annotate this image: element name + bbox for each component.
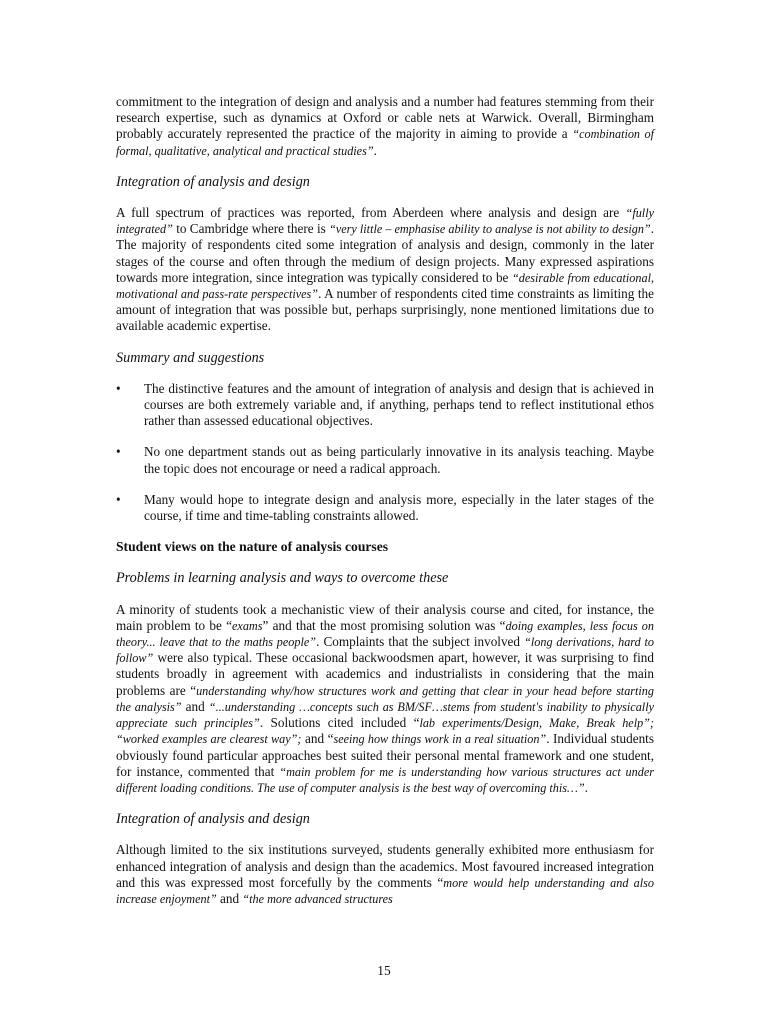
bullet-icon: • (116, 380, 121, 396)
text-run: to Cambridge where there is (172, 221, 330, 237)
document-body (116, 94, 654, 907)
bullet-icon: • (116, 491, 121, 507)
quote: “long derivations, hard to follow” (116, 635, 654, 666)
quote: more would help understanding and also increase enjoyment” (116, 875, 654, 906)
quote: exams (232, 618, 263, 633)
text-run: . Solutions cited included “ (259, 715, 420, 731)
list-item-text: No one department stands out as being particularly innovative in its analysis teaching. Maybe the topic does not encourage or need a radical approach. (144, 444, 654, 476)
text-run: . A number of respondents cited time constraints as limiting the amount of integration that was possible but, perhaps surprisingly, none mentioned limitations due to available academic expertise. (116, 286, 654, 334)
paragraph-spectrum (116, 205, 654, 335)
quote: seeing how things work in a real situation” (333, 732, 547, 747)
heading-integration-students: Integration of analysis and design (116, 811, 310, 828)
list-item (116, 492, 654, 524)
text-run: A full spectrum of practices was reported, from Aberdeen where analysis and design are (116, 205, 626, 221)
text-run: and (216, 890, 243, 906)
text-run: A minority of students took a mechanistic view of their analysis course and cited, for instance, the main problem to be “ (116, 601, 654, 633)
heading-student-views: Student views on the nature of analysis courses (116, 539, 389, 555)
quote: doing examples, less focus on theory... leave that to the maths people” (116, 618, 654, 650)
quote: “desirable from educational, motivational and pass-rate perspectives” (116, 270, 654, 302)
list-item-text: Many would hope to integrate design and analysis more, especially in the later stages of the course, if time and time-tabling constraints allowed. (144, 491, 654, 524)
quote: understanding why/how structures work and getting that clear in your head before starting the analysis” (116, 683, 654, 714)
quote: “the more advanced structures (242, 891, 393, 906)
quote: “very little – emphasise ability to analyse is not ability to design” (329, 222, 651, 237)
quote: “...understanding …concepts such as BM/SF…stems from student's inability to physically appreciate such principles” (116, 699, 654, 731)
summary-list (116, 381, 654, 524)
page-number: 15 (377, 963, 391, 978)
text-run: . Complaints that the subject involved (316, 634, 525, 650)
quote: “fully integrated” (116, 206, 654, 237)
text-run: . Individual students obviously found particular approaches best suited their personal mental framework and one student, for instance, commented that (116, 731, 654, 779)
bullet-icon: • (116, 444, 121, 460)
paragraph-intro (116, 94, 654, 159)
quote: “main problem for me is understanding how various structures act under different loading conditions. The use of computer analysis is the best way of overcoming this…” (116, 764, 654, 795)
text-run: . (373, 142, 377, 158)
text-run: Although limited to the six institutions surveyed, students generally exhibited more enthusiasm for enhanced integration of analysis and design than the academics. Most favoured increased integration and this was expressed most forcefully by the comments “ (116, 842, 654, 890)
heading-integration-academics: Integration of analysis and design (116, 173, 310, 190)
paragraph-students (116, 602, 654, 796)
text-run: . (584, 779, 588, 795)
text-run: were also typical. These occasional backwoodsmen apart, however, it was surprising to find students broadly in agreement with academics and industrialists in considering that the main problems are “ (116, 650, 654, 698)
quote: worked examples are clearest way”; (122, 732, 302, 747)
paragraph-integration-students (116, 842, 654, 907)
quote: lab experiments/Design, Make, Break help”; “ (116, 716, 655, 747)
heading-problems: Problems in learning analysis and ways to overcome these (116, 570, 449, 587)
list-item (116, 444, 654, 476)
heading-summary: Summary and suggestions (116, 349, 265, 366)
text-run: ” and that the most promising solution was “ (262, 617, 506, 633)
text-run: and (181, 698, 209, 714)
list-item (116, 381, 654, 430)
text-run: . The majority of respondents cited some integration of analysis and design, commonly in the later stages of the course and often through the medium of design projects. Many expressed aspirations towards more integration, since integration was typically considered to be (116, 221, 654, 285)
text-run: commitment to the integration of design and analysis and a number had features stemming from their research expertise, such as dynamics at Oxford or cable nets at Warwick. Overall, Birmingham probably accurately represented the practice of the majority in aiming to provide a (116, 94, 654, 142)
list-item-text: The distinctive features and the amount of integration of analysis and design that is achieved in courses are both extremely variable and, if anything, perhaps tend to reflect institutional ethos rather than assessed educational objectives. (144, 380, 654, 429)
text-run: and “ (301, 731, 334, 747)
quote: “combination of formal, qualitative, analytical and practical studies” (116, 127, 654, 158)
